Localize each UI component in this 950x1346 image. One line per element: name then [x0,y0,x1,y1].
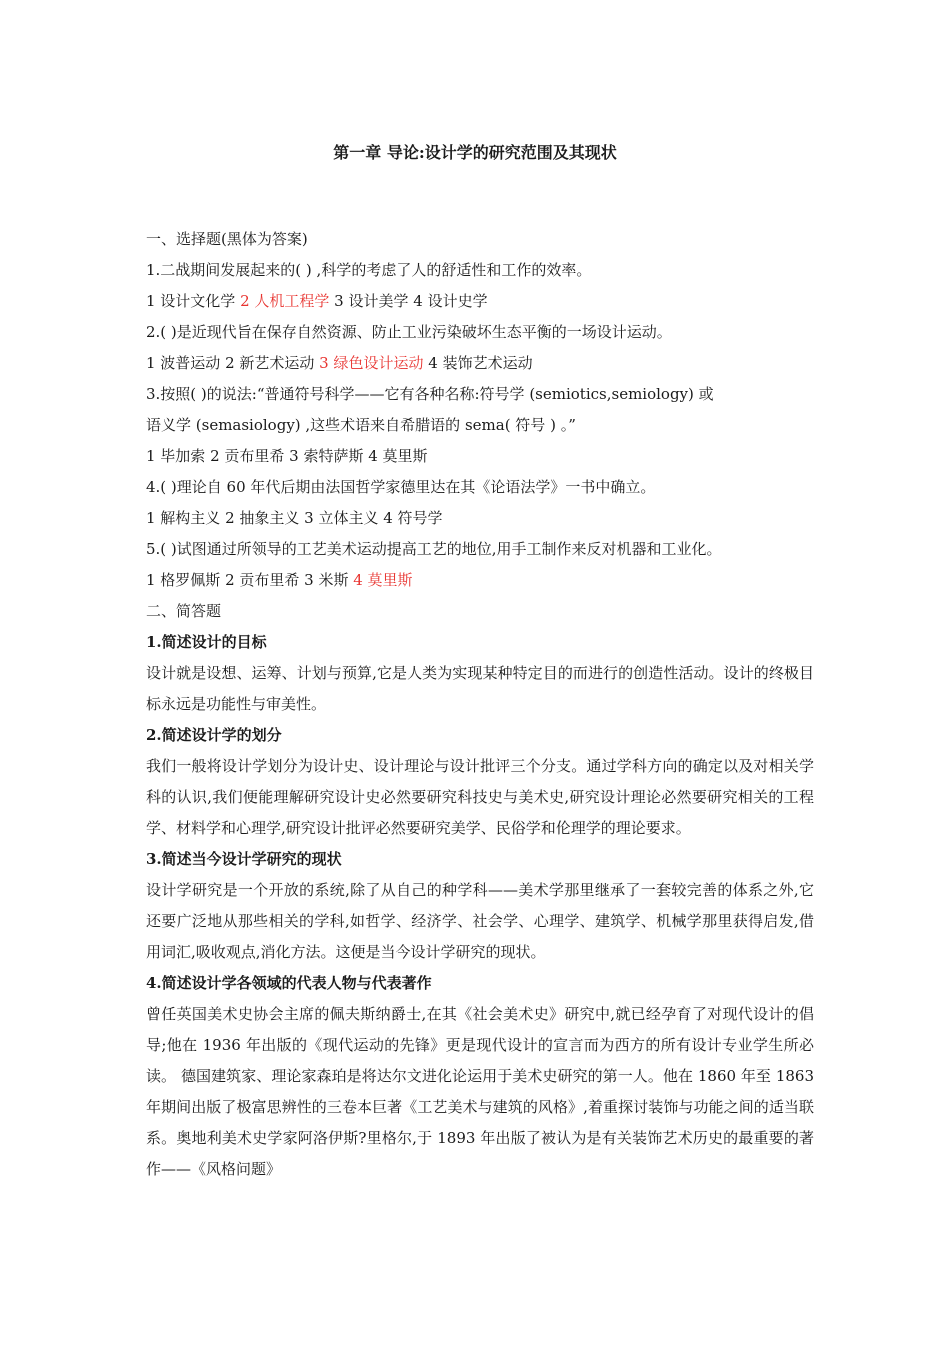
section-heading-short-answer: 二、简答题 [146,602,222,620]
answer-highlight: 4 莫里斯 [353,571,413,589]
options-text: 1 设计文化学 [146,292,241,310]
question-4: 4.( )理论自 60 年代后期由法国哲学家德里达在其《论语法学》一书中确立。 [146,478,656,496]
section-heading-choice: 一、选择题(黑体为答案) [146,230,308,248]
document-body [146,224,814,1185]
options-text: 3 设计美学 4 设计史学 [329,292,488,310]
question-2: 2.( )是近现代旨在保存自然资源、防止工业污染破坏生态平衡的一场设计运动。 [146,323,672,341]
options-text: 1 格罗佩斯 2 贡布里希 3 米斯 [146,571,354,589]
options-1 [146,286,814,317]
short-answer-1: 设计就是设想、运筹、计划与预算,它是人类为实现某种特定目的而进行的创造性活动。设计的终极目标永远是功能性与审美性。 [146,664,814,713]
options-text: 4 装饰艺术运动 [423,354,533,372]
options-3: 1 毕加索 2 贡布里希 3 索特萨斯 4 莫里斯 [146,447,428,465]
question-5: 5.( )试图通过所领导的工艺美术运动提高工艺的地位,用手工制作来反对机器和工业化。 [146,540,722,558]
question-3-line-2: 语义学 (semasiology) ,这些术语来自希腊语的 sema( 符号 ) 。” [146,416,576,434]
answer-highlight: 2 人机工程学 [240,292,330,310]
options-4: 1 解构主义 2 抽象主义 3 立体主义 4 符号学 [146,509,443,527]
question-3-line-1: 3.按照( )的说法:“普通符号科学——它有各种名称:符号学 (semiotics,semiology) 或 [146,385,714,403]
short-answer-4: 曾任英国美术史协会主席的佩夫斯纳爵士,在其《社会美术史》研究中,就已经孕育了对现代设计的倡导;他在 1936 年出版的《现代运动的先锋》更是现代设计的宣言而为西方的所有设计专业学生所必读。 德国建筑家、理论家森珀是将达尔文进化论运用于美术史研究的第一人。他在 1860 年至 1863 年期间出版了极富思辨性的三卷本巨著《工艺美术与建筑的风格》,着重探讨装饰与功能之间的适当联系。奥地利美术史学家阿洛伊斯?里格尔,于 1893 年出版了被认为是有关装饰艺术历史的最重要的著作——《风格问题》 [146,1005,814,1178]
answer-highlight: 3 绿色设计运动 [319,354,424,372]
short-answer-2: 我们一般将设计学划分为设计史、设计理论与设计批评三个分支。通过学科方向的确定以及对相关学科的认识,我们便能理解研究设计史必然要研究科技史与美术史,研究设计理论必然要研究相关的工程学、材料学和心理学,研究设计批评必然要研究美学、民俗学和伦理学的理论要求。 [146,757,814,837]
short-question-3: 3.简述当今设计学研究的现状 [146,850,342,868]
question-1: 1.二战期间发展起来的( ) ,科学的考虑了人的舒适性和工作的效率。 [146,261,592,279]
short-answer-3: 设计学研究是一个开放的系统,除了从自己的种学科——美术学那里继承了一套较完善的体系之外,它还要广泛地从那些相关的学科,如哲学、经济学、社会学、心理学、建筑学、机械学那里获得启发,借用词汇,吸收观点,消化方法。这便是当今设计学研究的现状。 [146,881,814,961]
short-question-2: 2.简述设计学的划分 [146,726,282,744]
options-5 [146,565,814,596]
options-text: 1 波普运动 2 新艺术运动 [146,354,320,372]
options-2 [146,348,814,379]
short-question-4: 4.简述设计学各领域的代表人物与代表著作 [146,974,432,992]
chapter-title: 第一章 导论:设计学的研究范围及其现状 [333,143,617,162]
short-question-1: 1.简述设计的目标 [146,633,267,651]
